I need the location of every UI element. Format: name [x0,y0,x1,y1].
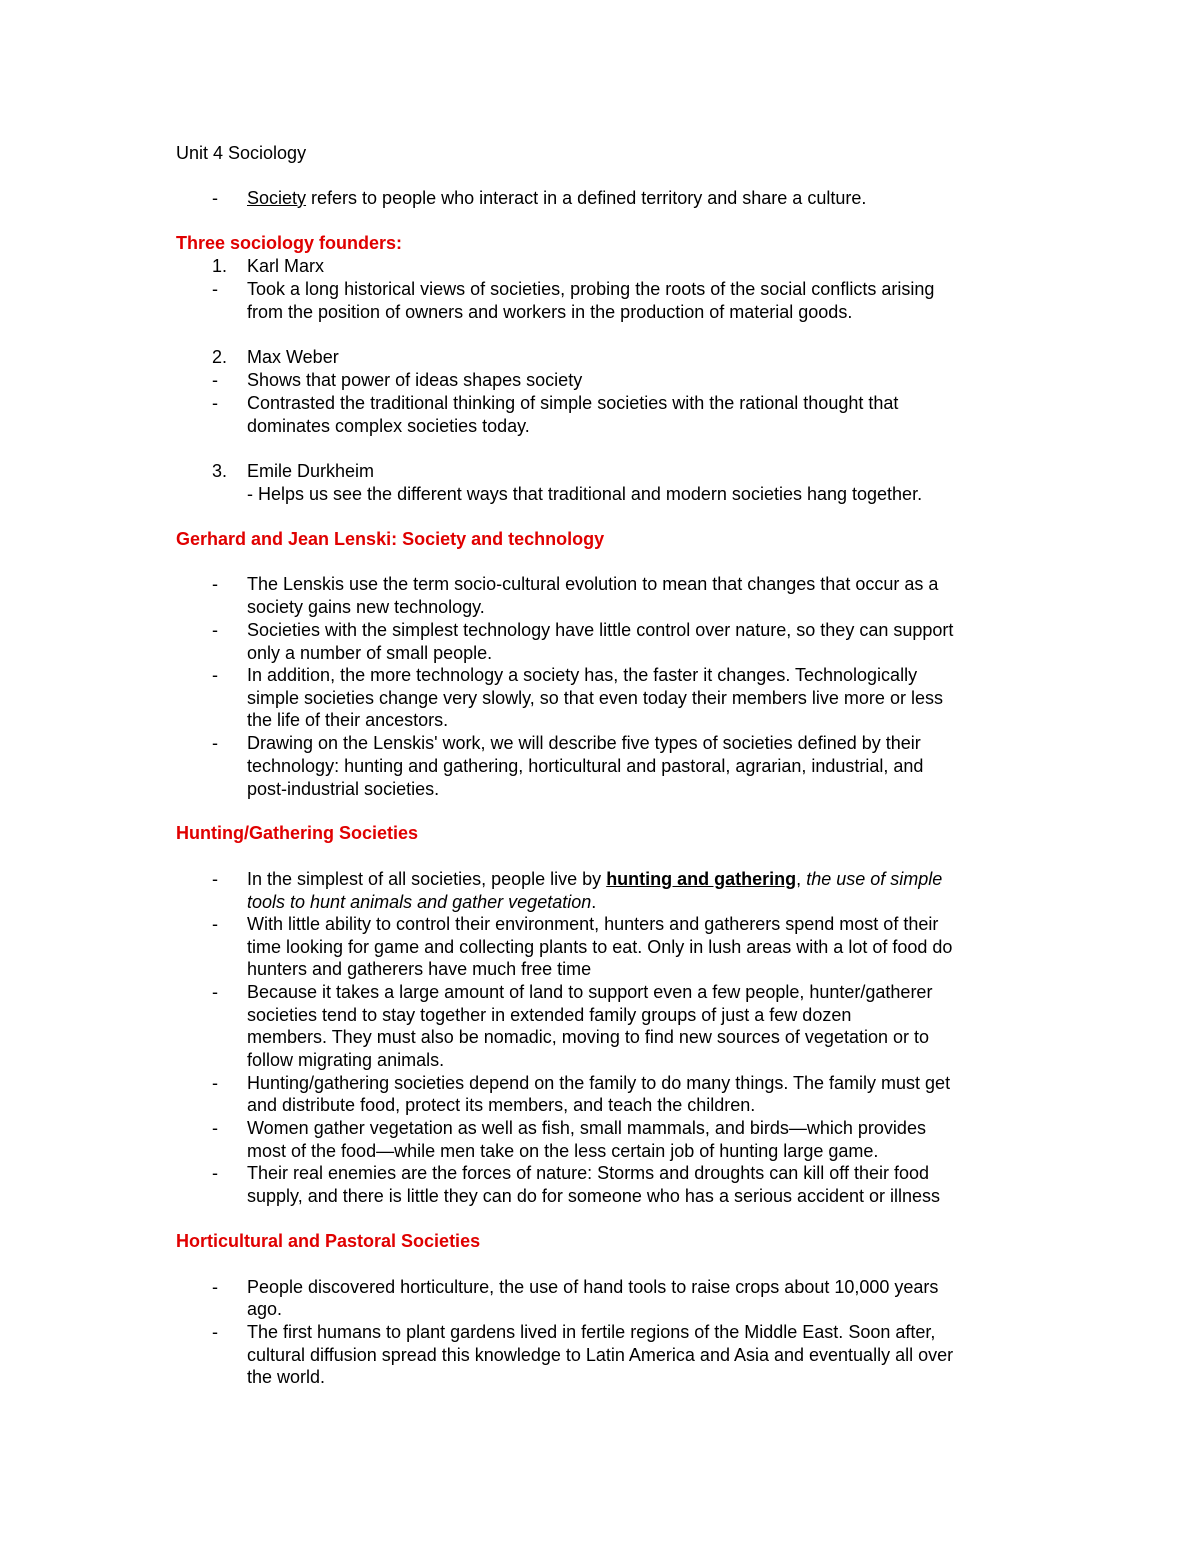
bullet-text: supply, and there is little they can do for someone who has a serious accident or illness [247,1186,941,1206]
bullet-text: members. They must also be nomadic, moving to find new sources of vegetation or to [247,1027,930,1047]
section-heading-founders: Three sociology founders: [176,233,403,253]
list-number: 1. [212,256,228,276]
bullet-text: time looking for game and collecting plants to eat. Only in lush areas with a lot of food do [247,937,953,957]
founder-name: Max Weber [247,347,339,367]
bullet-text: the world. [247,1367,326,1387]
bullet-text: simple societies change very slowly, so that even today their members live more or less [247,688,943,708]
bullet-dash: - [212,665,218,685]
bullet-text: and distribute food, protect its members, and teach the children. [247,1095,756,1115]
bullet-text: Hunting/gathering societies depend on the family to do many things. The family must get [247,1073,951,1093]
bullet-text: The Lenskis use the term socio-cultural evolution to mean that changes that occur as a [247,574,939,594]
list-number: 3. [212,461,228,481]
bullet-dash: - [212,370,218,390]
bullet-dash: - [212,1073,218,1093]
section-heading-horticultural: Horticultural and Pastoral Societies [176,1231,481,1251]
founder-name: Emile Durkheim [247,461,375,481]
bullet-dash: - [212,620,218,640]
bullet-text: Because it takes a large amount of land to support even a few people, hunter/gatherer [247,982,933,1002]
bullet-text: societies tend to stay together in extended family groups of just a few dozen [247,1005,852,1025]
bullet-dash: - [212,733,218,753]
bullet-text: Drawing on the Lenskis' work, we will describe five types of societies defined by their [247,733,921,753]
bullet-text: follow migrating animals. [247,1050,445,1070]
document-title: Unit 4 Sociology [176,143,307,163]
bullet-text: Women gather vegetation as well as fish, small mammals, and birds—which provides [247,1118,926,1138]
section-heading-lenski: Gerhard and Jean Lenski: Society and technology [176,529,605,549]
bullet-text: only a number of small people. [247,643,493,663]
bullet-dash: - [212,1163,218,1183]
bullet-text: With little ability to control their environment, hunters and gatherers spend most of their [247,914,939,934]
bullet-dash: - [212,1322,218,1342]
bullet-dash: - [212,982,218,1002]
bullet-text: In the simplest of all societies, people live by hunting and gathering, the use of simple [247,869,943,889]
bullet-text: People discovered horticulture, the use of hand tools to raise crops about 10,000 years [247,1277,939,1297]
term-society: Society [247,188,307,208]
bullet-dash: - [212,279,218,299]
bullet-text: from the position of owners and workers in the production of material goods. [247,302,853,322]
bullet-text: cultural diffusion spread this knowledge to Latin America and Asia and eventually all over [247,1345,954,1365]
bullet-dash: - [212,1277,218,1297]
bullet-dash: - [212,188,218,208]
bullet-text: Shows that power of ideas shapes society [247,370,583,390]
bullet-text: society gains new technology. [247,597,485,617]
bullet-text: dominates complex societies today. [247,416,530,436]
section-heading-hunting: Hunting/Gathering Societies [176,823,419,843]
bullet-text: post-industrial societies. [247,779,440,799]
list-number: 2. [212,347,228,367]
bullet-text: In addition, the more technology a society has, the faster it changes. Technologically [247,665,918,685]
intro-definition: Society refers to people who interact in a defined territory and share a culture. [247,188,867,208]
bullet-text: the life of their ancestors. [247,710,449,730]
bullet-text: most of the food—while men take on the less certain job of hunting large game. [247,1141,879,1161]
bullet-text: Societies with the simplest technology have little control over nature, so they can support [247,620,954,640]
bullet-dash: - [212,869,218,889]
bullet-text: ago. [247,1299,283,1319]
bullet-text: Took a long historical views of societies, probing the roots of the social conflicts arising [247,279,935,299]
bullet-text: technology: hunting and gathering, horticultural and pastoral, agrarian, industrial, and [247,756,924,776]
bullet-dash: - [212,393,218,413]
bullet-text: Contrasted the traditional thinking of simple societies with the rational thought that [247,393,899,413]
bullet-text: tools to hunt animals and gather vegetation. [247,892,597,912]
founder-name: Karl Marx [247,256,325,276]
bullet-dash: - [212,574,218,594]
bullet-dash: - [212,1118,218,1138]
bullet-text: - Helps us see the different ways that traditional and modern societies hang together. [247,484,923,504]
bullet-text: The first humans to plant gardens lived in fertile regions of the Middle East. Soon after, [247,1322,936,1342]
term-hunting-gathering: hunting and gathering [606,869,797,889]
bullet-text: hunters and gatherers have much free time [247,959,592,979]
bullet-dash: - [212,914,218,934]
bullet-text: Their real enemies are the forces of nature: Storms and droughts can kill off their food [247,1163,930,1183]
